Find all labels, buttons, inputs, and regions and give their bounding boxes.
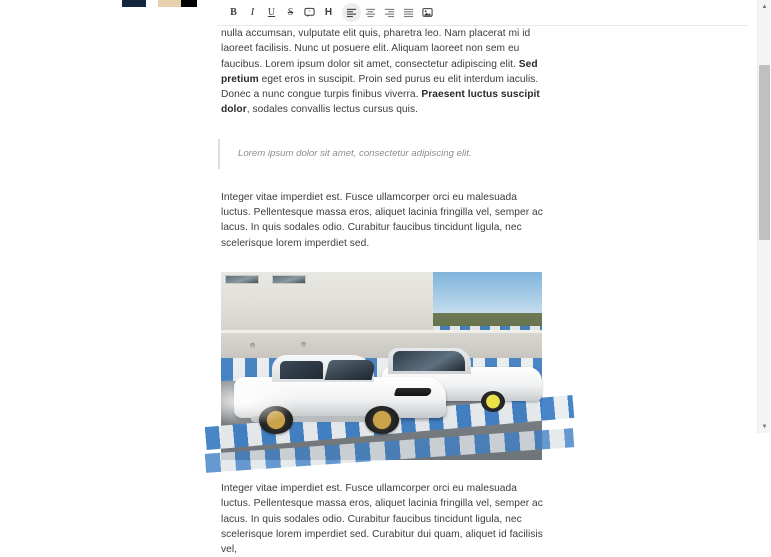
- blockquote: [218, 139, 543, 169]
- heading-icon: H: [324, 6, 333, 18]
- paragraph-1-bold-1: Sed pretium: [221, 58, 538, 85]
- scrollbar-thumb[interactable]: [759, 65, 770, 240]
- paragraph-1: [218, 26, 543, 118]
- building-window: [225, 275, 259, 284]
- inline-image[interactable]: [221, 272, 542, 460]
- blockquote-text: Lorem ipsum dolor sit amet, consectetur adipiscing elit.: [238, 148, 472, 160]
- italic-button[interactable]: [243, 3, 262, 22]
- align-justify-button[interactable]: [399, 3, 418, 22]
- align-right-icon: [384, 7, 395, 18]
- color-swatch-strip: [122, 0, 197, 7]
- underline-icon: U: [267, 6, 276, 18]
- document-body[interactable]: [218, 26, 748, 557]
- spacer: [218, 169, 748, 190]
- paragraph-1-part-3: , sodales convallis lectus cursus quis.: [246, 104, 418, 116]
- align-left-icon: [346, 7, 357, 18]
- strikethrough-icon: S: [287, 6, 294, 18]
- building: [221, 272, 433, 338]
- heading-button[interactable]: [319, 3, 338, 22]
- scroll-up-arrow-icon[interactable]: ▲: [761, 3, 768, 10]
- front-car-headlight: [394, 388, 433, 396]
- building-window: [272, 275, 306, 284]
- paragraph-1-bold-2: Praesent luctus suscipit dolor: [221, 89, 540, 116]
- rear-car-wheel: [481, 391, 505, 412]
- racetrack-photo: [221, 272, 542, 460]
- wall-top-edge: [221, 330, 542, 333]
- bold-button[interactable]: [224, 3, 243, 22]
- svg-text:“: “: [308, 10, 311, 16]
- paragraph-1-part-1: nulla accumsan, vulputate elit quis, pharetra leo. Nam placerat mi id laoreet facilisis. Nunc ut posuere elit. Aliquam laoreet non sem eu faucibus. Lorem ipsum dolor sit amet, consectetur adipiscing elit.: [221, 28, 531, 70]
- align-center-button[interactable]: [361, 3, 380, 22]
- italic-icon: I: [250, 6, 255, 18]
- wall-bolt: [301, 342, 306, 347]
- scroll-down-arrow-icon[interactable]: ▼: [761, 423, 768, 430]
- align-left-button[interactable]: [342, 3, 361, 22]
- underline-button[interactable]: [262, 3, 281, 22]
- tire-smoke: [208, 377, 298, 426]
- strikethrough-button[interactable]: [281, 3, 300, 22]
- black-swatch: [181, 0, 197, 7]
- swatch-gap: [146, 0, 158, 7]
- navy-swatch: [122, 0, 146, 7]
- align-right-button[interactable]: [380, 3, 399, 22]
- quote-icon: [304, 7, 315, 18]
- bold-icon: B: [230, 6, 237, 18]
- paragraph-3: Integer vitae imperdiet est. Fusce ullamcorper orci eu malesuada luctus. Pellentesque massa eros, aliquet lacinia fringilla vel, semper ac lacus. In quis sodales odio. Curabitur faucibus tincidunt ligula, nec scelerisque lorem imperdiet sed. Curabitur dui quam, aliquet id facilisis vel,: [221, 482, 543, 556]
- vertical-scrollbar[interactable]: [757, 0, 770, 433]
- front-car-side-glass: [280, 361, 322, 379]
- blockquote-button[interactable]: [300, 3, 319, 22]
- front-car-rear-glass: [325, 360, 376, 380]
- paragraph-1-part-2: eget eros in suscipit. Proin sed purus eu elit interdum iaculis. Donec a nunc congue turpis finibus viverra.: [221, 73, 539, 101]
- paragraph-2: Integer vitae imperdiet est. Fusce ullamcorper orci eu malesuada luctus. Pellentesque massa eros, aliquet lacinia fringilla vel, semper ac lacus. In quis sodales odio. Curabitur faucibus tincidunt ligula, nec scelerisque lorem imperdiet sed.: [221, 191, 543, 249]
- spacer: [218, 251, 748, 272]
- align-justify-icon: [403, 7, 414, 18]
- image-icon: [422, 7, 433, 18]
- insert-image-button[interactable]: [418, 3, 437, 22]
- align-center-icon: [365, 7, 376, 18]
- editor-toolbar: [218, 0, 748, 25]
- tan-swatch: [158, 0, 181, 7]
- spacer: [218, 118, 748, 139]
